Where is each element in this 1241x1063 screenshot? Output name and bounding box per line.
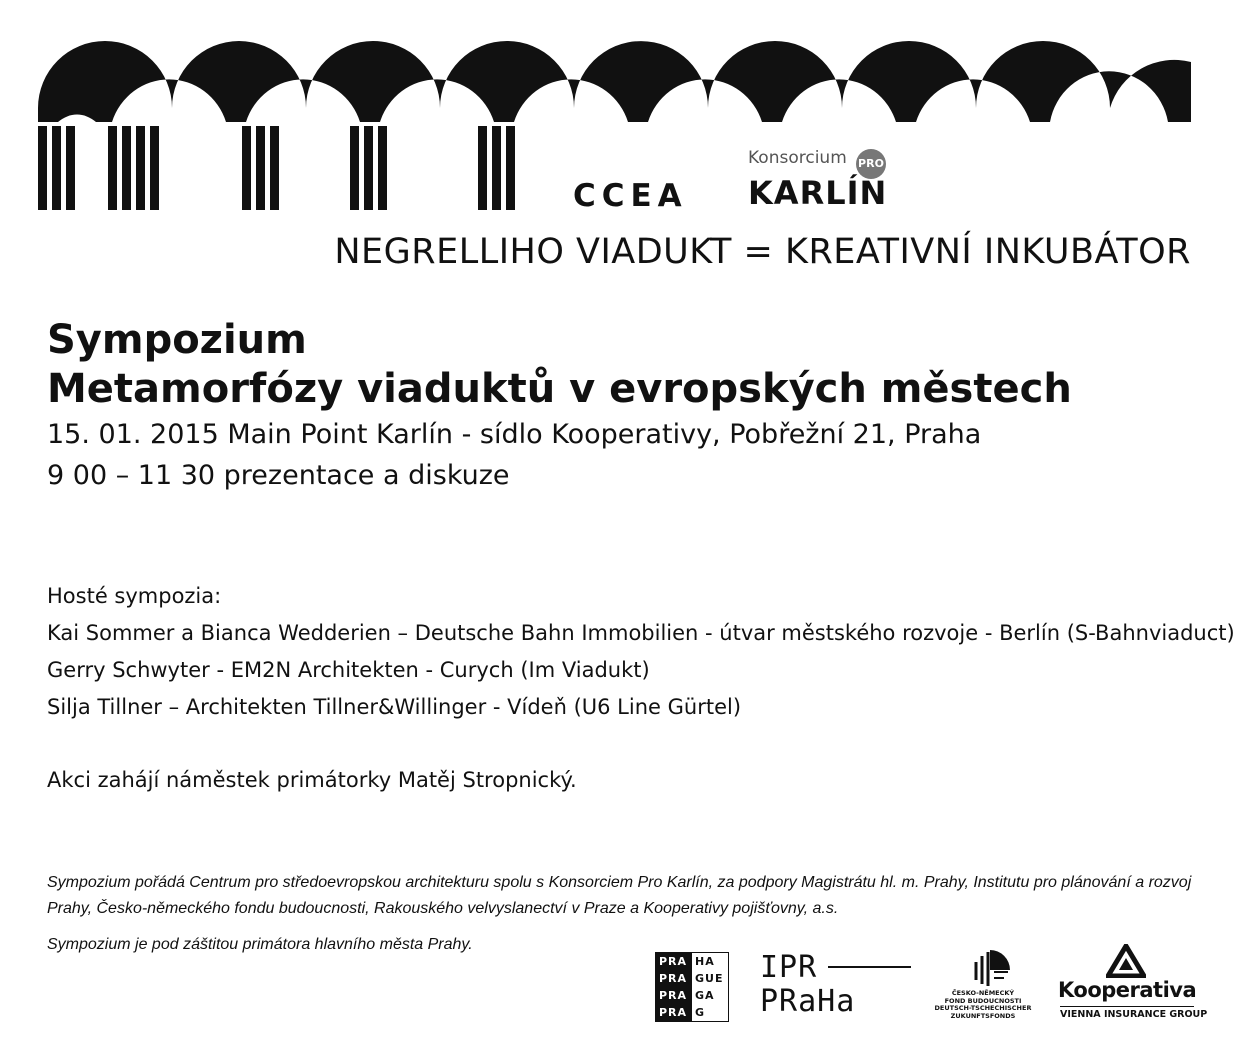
ipr-label: IPR [760,950,818,985]
praha-logo [655,952,729,1022]
cesko-nemecky-fond-logo [928,948,1038,1023]
patronage-note: Sympozium je pod záštitou primátora hlavního města Prahy. [47,936,473,953]
kooperativa-label: Kooperativa [1058,978,1197,1002]
organizers-note: Sympozium pořádá Centrum pro středoevropskou architekturu spolu s Konsorciem Pro Karlín, za podpory Magistrátu hl. m. Prahy, Institutu pro plánování a rozvoj Prahy, Česko-německého fondu budoucnosti, Rakouského velvyslanectví v Praze a Kooperativy pojišťovny, a.s. [47,874,1192,917]
guest-item: Gerry Schwyter - EM2N Architekten - Curych (Im Viadukt) [47,658,650,682]
event-date-place: 15. 01. 2015 Main Point Karlín - sídlo Kooperativy, Pobřežní 21, Praha [47,419,982,450]
fond-emblem-icon [968,948,1012,988]
konsorcium-label: Konsorcium [748,148,847,168]
guest-item: Kai Sommer a Bianca Wedderien – Deutsche Bahn Immobilien - útvar městského rozvoje - Berlín (S-Bahnviaduct) [47,621,1235,645]
praha-logo-text: G [692,1004,728,1021]
kooperativa-line [1060,1006,1194,1007]
praha-logo-text: PRA [656,953,692,970]
tagline: NEGRELLIHO VIADUKT = KREATIVNÍ INKUBÁTOR [334,232,1191,272]
fond-line: ZUKUNFTSFONDS [950,1011,1016,1020]
event-time: 9 00 – 11 30 prezentace a diskuze [47,460,510,491]
ipr-praha-label: PRaHa [760,984,856,1019]
pro-badge: PRO [856,149,886,179]
karlin-label: KARLÍN [748,174,888,212]
fond-line: FOND BUDOUCNOSTI [944,996,1022,1005]
kooperativa-subtitle: VIENNA INSURANCE GROUP [1060,1009,1208,1020]
praha-logo-text: PRA [656,970,692,987]
ipr-praha-logo [760,950,915,1025]
viaduct-pillars [38,126,515,210]
fond-line: ČESKO-NĚMECKÝ [951,989,1015,997]
praha-logo-text: PRA [656,987,692,1004]
praha-logo-text: GUE [692,970,728,987]
praha-logo-text: GA [692,987,728,1004]
praha-logo-text: PRA [656,1004,692,1021]
event-block [47,316,1072,496]
event-title-line2: Metamorfózy viaduktů v evropských městech [47,366,1072,412]
fond-line: DEUTSCH-TSCHECHISCHER [934,1004,1032,1012]
kooperativa-logo [1058,944,1208,1024]
fond-text [928,990,1038,1020]
kooperativa-emblem-icon [1106,944,1146,978]
event-title-line1: Sympozium [47,317,307,363]
viaduct-arches [38,41,1191,122]
ccea-logo: CCEA [573,178,688,214]
guests-list [47,578,1235,726]
guests-heading: Hosté sympozia: [47,584,222,608]
praha-logo-text: HA [692,953,728,970]
opening-note: Akci zahájí náměstek primátorky Matěj Stropnický. [47,768,577,792]
ipr-line [828,966,911,968]
konsorcium-pro-karlin-logo [748,144,898,216]
guest-item: Silja Tillner – Architekten Tillner&Willinger - Vídeň (U6 Line Gürtel) [47,695,742,719]
